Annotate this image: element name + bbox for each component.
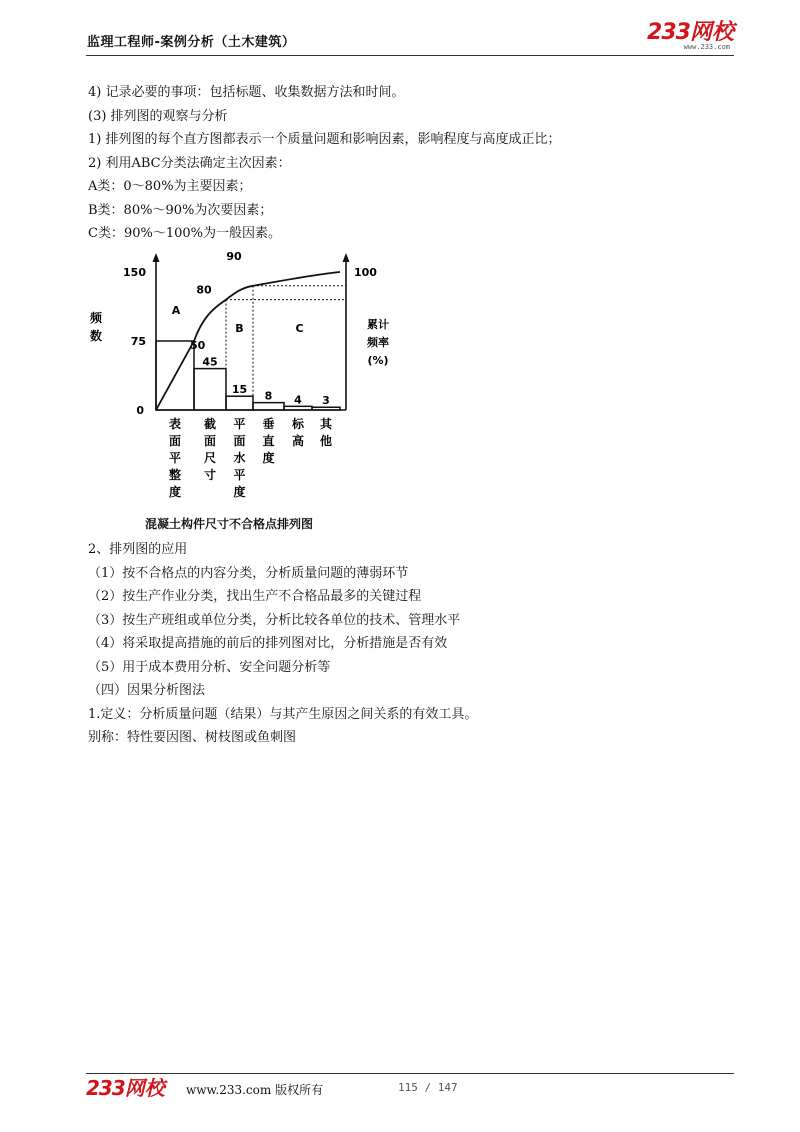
curve-label: 90 [226,249,242,263]
footer-logo-text: 网校 [124,1076,165,1100]
category-label: 平 [168,451,182,465]
text-line: 别称：特性要因图、树枝图或鱼刺图 [88,730,297,745]
right-axis-label: 频率 [367,336,389,349]
pareto-chart [80,240,410,545]
bar [226,396,253,410]
category-label: 垂 [262,417,275,431]
brand-logo-number: 233 [647,20,690,45]
page-number: 115 / 147 [398,1081,458,1094]
left-axis-arrow [153,253,160,262]
left-tick-label: 150 [123,266,146,279]
bar-value-label: 8 [264,389,273,403]
left-tick-label: 75 [130,335,146,348]
text-line: （5）用于成本费用分析、安全问题分析等 [88,659,331,675]
text-line: (3) 排列图的观察与分析 [88,108,228,124]
category-label: 面 [168,434,182,448]
chart-title: 混凝土构件尺寸不合格点排列图 [145,517,314,531]
category-label: 尺 [203,451,217,465]
category-label: 度 [262,451,275,465]
category-label: 寸 [203,468,217,482]
bar-value-label: 3 [322,394,330,408]
text-line: （4）将采取提高措施的前后的排列图对比，分析措施是否有效 [88,636,448,651]
category-label: 度 [233,485,246,499]
curve-label: 80 [196,283,212,297]
text-line: 1) 排列图的每个直方图都表示一个质量问题和影响因素，影响程度与高度成正比； [88,132,561,147]
header-divider [86,55,734,56]
left-tick-label: 0 [136,404,144,417]
text-line: 4) 记录必要的事项：包括标题、收集数据方法和时间。 [88,85,405,100]
zone-label: B [235,322,244,335]
footer-logo[interactable] [86,1078,165,1098]
category-label: 他 [319,434,333,448]
category-label: 标 [291,417,305,431]
text-line: C类：90%～100%为一般因素。 [88,226,282,241]
footer-copyright: www.233.com 版权所有 [186,1083,324,1097]
category-label: 高 [291,434,305,448]
brand-logo-text: 网校 [689,20,734,45]
zone-label: A [171,304,181,317]
right-tick-label: 100 [354,266,377,279]
bar [194,369,226,410]
text-line: （3）按生产班组或单位分类，分析比较各单位的技术、管理水平 [88,612,461,628]
text-line: B类：80%～90%为次要因素； [88,202,273,218]
bar-value-label: 45 [202,355,218,369]
text-line: 2、排列图的应用 [88,542,188,557]
pareto-chart-svg [80,240,410,515]
text-line: （2）按生产作业分类，找出生产不合格品最多的关键过程 [88,589,422,604]
bar [284,406,312,410]
category-label: 水 [233,451,246,465]
right-axis-label: 累计 [367,318,389,331]
footer-divider [86,1073,734,1074]
category-label: 平 [233,468,246,482]
category-label: 面 [203,434,217,448]
body-text-a [88,81,728,246]
right-axis-label: (%) [367,354,389,367]
text-line: （1）按不合格点的内容分类，分析质量问题的薄弱环节 [88,565,409,581]
category-label: 平 [233,417,246,431]
bar-value-label: 15 [231,383,248,397]
header-title: 监理工程师-案例分析（土木建筑） [87,35,296,50]
category-label: 直 [262,434,275,448]
category-label: 其 [319,417,333,431]
zone-label: C [295,322,304,335]
text-line: （四）因果分析图法 [88,683,206,698]
text-line: 2) 利用ABC分类法确定主次因素： [88,155,291,171]
category-label: 截 [203,417,217,431]
right-axis-arrow [343,253,350,262]
category-label: 度 [168,485,182,499]
bar-value-label: 50 [190,339,206,352]
category-label: 面 [233,434,246,448]
bar-value-label: 4 [294,393,302,407]
bar [312,407,340,410]
category-label: 整 [168,468,182,482]
category-label: 表 [168,417,182,431]
brand-logo-url: www.233.com [683,43,730,51]
text-line: 1.定义：分析质量问题（结果）与其产生原因之间关系的有效工具。 [88,706,478,722]
brand-logo[interactable] [647,22,734,44]
footer-logo-number: 233 [86,1076,125,1100]
bar [253,403,284,410]
body-text-b [88,538,728,750]
left-axis-label: 频 [89,311,103,325]
text-line: A类：0～80%为主要因素； [88,179,252,194]
left-axis-label: 数 [89,329,103,343]
